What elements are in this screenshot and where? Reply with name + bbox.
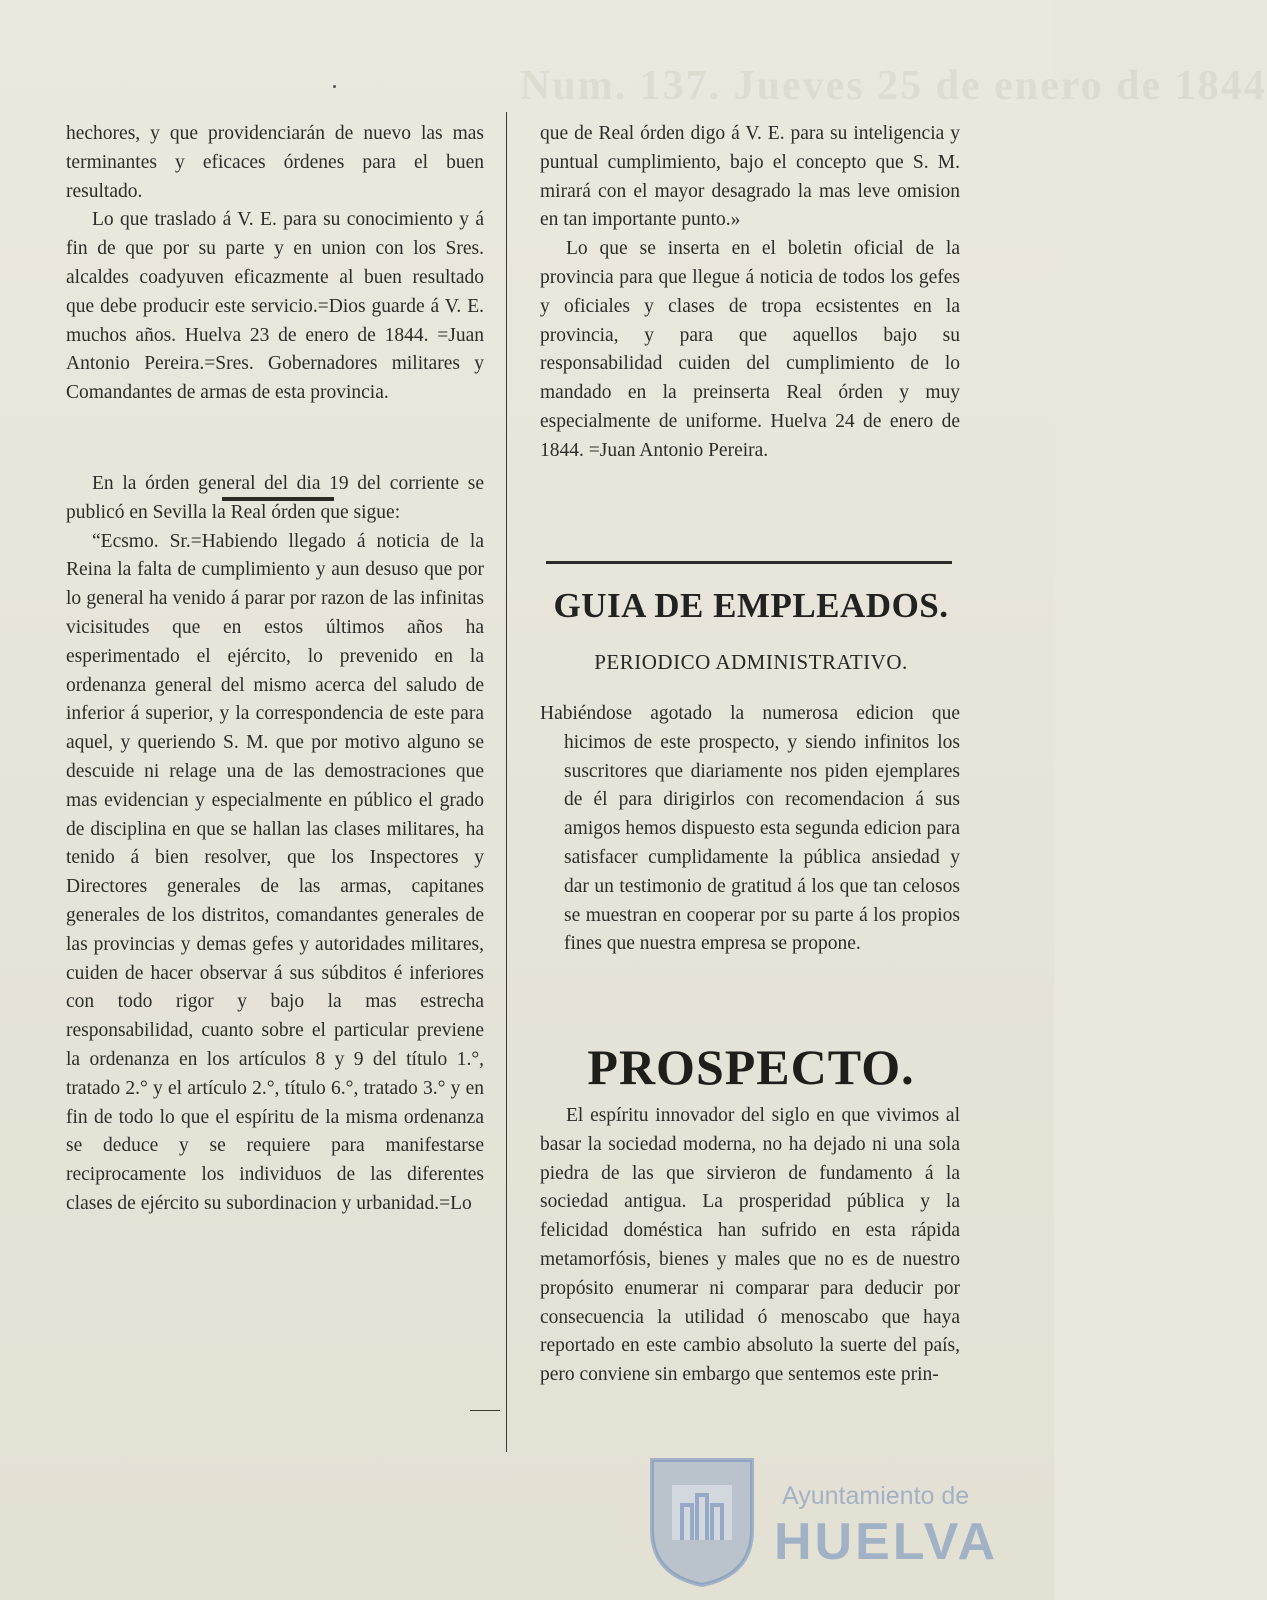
right-paragraph-1: que de Real órden digo á V. E. para su inteligencia y puntual cumplimiento, bajo el concepto que S. M. mirará con el mayor desagrado la mas leve omision en tan importante punto.» bbox=[540, 123, 960, 231]
left-paragraph-4: “Ecsmo. Sr.=Habiendo llegado á noticia de la Reina la falta de cumplimiento y aun desuso que por lo general ha venido á parar por razon de las infinitas vicisitudes que en estos últimos años ha esperimentado el ejército, lo prevenido en la ordenanza general del mismo acerca del saludo de inferior á superior, y la correspondencia de este para aquel, y queriendo S. M. que por motivo alguno se descuide ni relage una de las demostraciones que mas evidencian y especialmente en público el grado de disciplina en que se hallan las clases militares, ha tenido á bien resolver, que los Inspectores y Directores generales de las armas, capitanes generales de los distritos, comandantes generales de las provincias y demas gefes y autoridades militares, cuiden de hacer observar á sus súbditos é inferiores con todo rigor y bajo la mas estrecha responsabilidad, cuanto sobre el particular previene la ordenanza en los artículos 8 y 9 del título 1.°, tratado 2.° y el artículo 2.°, título 6.°, tratado 3.° y en fin de todo lo que el espíritu de la misma ordenanza se deduce y se requiere para manifestarse reciprocamente los individuos de las diferentes clases de ejército su subordinacion y urbanidad.=Lo bbox=[66, 530, 484, 1214]
city-shield-icon bbox=[642, 1450, 762, 1590]
ayuntamiento-watermark bbox=[642, 1450, 1002, 1590]
ink-dot bbox=[333, 85, 336, 88]
column-end-mark bbox=[470, 1410, 500, 1411]
bleed-through-text: Num. 137. Jueves 25 de enero de 1844 bbox=[520, 63, 1267, 109]
watermark-line-2: HUELVA bbox=[774, 1513, 999, 1571]
section-divider-left bbox=[222, 497, 334, 501]
periodico-subheading: PERIODICO ADMINISTRATIVO. bbox=[594, 650, 908, 674]
left-column bbox=[66, 120, 484, 1219]
right-paragraph-2: Lo que se inserta en el boletin oficial de la provincia para que llegue á noticia de todos los gefes y oficiales y clases de tropa ecsistentes en la provincia, y para que aquellos bajo su responsabilidad cuiden del cumplimiento de lo mandado en la preinserta Real órden y muy especialmente de uniforme. Huelva 24 de enero de 1844. =Juan Antonio Pereira. bbox=[540, 238, 960, 461]
column-separator bbox=[506, 112, 507, 1452]
left-paragraph-1: hechores, y que providenciarán de nuevo las mas terminantes y eficaces órdenes para el buen resultado. bbox=[66, 123, 484, 202]
prospecto-body bbox=[540, 1102, 960, 1390]
left-spacer bbox=[66, 408, 484, 470]
left-paragraph-2: Lo que traslado á V. E. para su conocimiento y á fin de que por su parte y en union con los Sres. alcaldes coadyuven eficazmente al buen resultado que debe producir este servicio.=Dios guarde á V. E. muchos años. Huelva 23 de enero de 1844. =Juan Antonio Pereira.=Sres. Gobernadores militares y Comandantes de armas de esta provincia. bbox=[66, 209, 484, 404]
left-paragraph-3: En la órden general del dia 19 del corriente se publicó en Sevilla la Real órden que sigue: bbox=[66, 472, 484, 523]
guia-heading: GUIA DE EMPLEADOS. bbox=[553, 586, 949, 625]
right-column bbox=[540, 120, 960, 466]
section-divider-right bbox=[546, 561, 952, 564]
prospecto-heading: PROSPECTO. bbox=[587, 1039, 915, 1095]
guia-paragraph: Habiéndose agotado la numerosa edicion que hicimos de este prospecto, y siendo infinitos los suscritores que diariamente nos piden ejemplares de él para dirigirlos con recomendacion á sus amigos hemos dispuesto esta segunda edicion para satisfacer cumplidamente la pública ansiedad y dar un testimonio de gratitud á los que tan celosos se muestran en cooperar por su parte á los propios fines que nuestra empresa se propone. bbox=[540, 703, 960, 955]
guia-body bbox=[540, 700, 960, 959]
prospecto-paragraph: El espíritu innovador del siglo en que vivimos al basar la sociedad moderna, no ha dejado ni una sola piedra de las que sirvieron de fundamento á la sociedad antigua. La prosperidad pública y la felicidad doméstica han sufrido en esta rápida metamorfósis, bienes y males que no es de nuestro propósito enumerar ni comparar para deducir por consecuencia la utilidad ó menoscabo que haya reportado en este cambio absoluto la suerte del país, pero conviene sin embargo que sentemos este prin- bbox=[540, 1105, 960, 1386]
watermark-line-1: Ayuntamiento de bbox=[782, 1482, 970, 1510]
